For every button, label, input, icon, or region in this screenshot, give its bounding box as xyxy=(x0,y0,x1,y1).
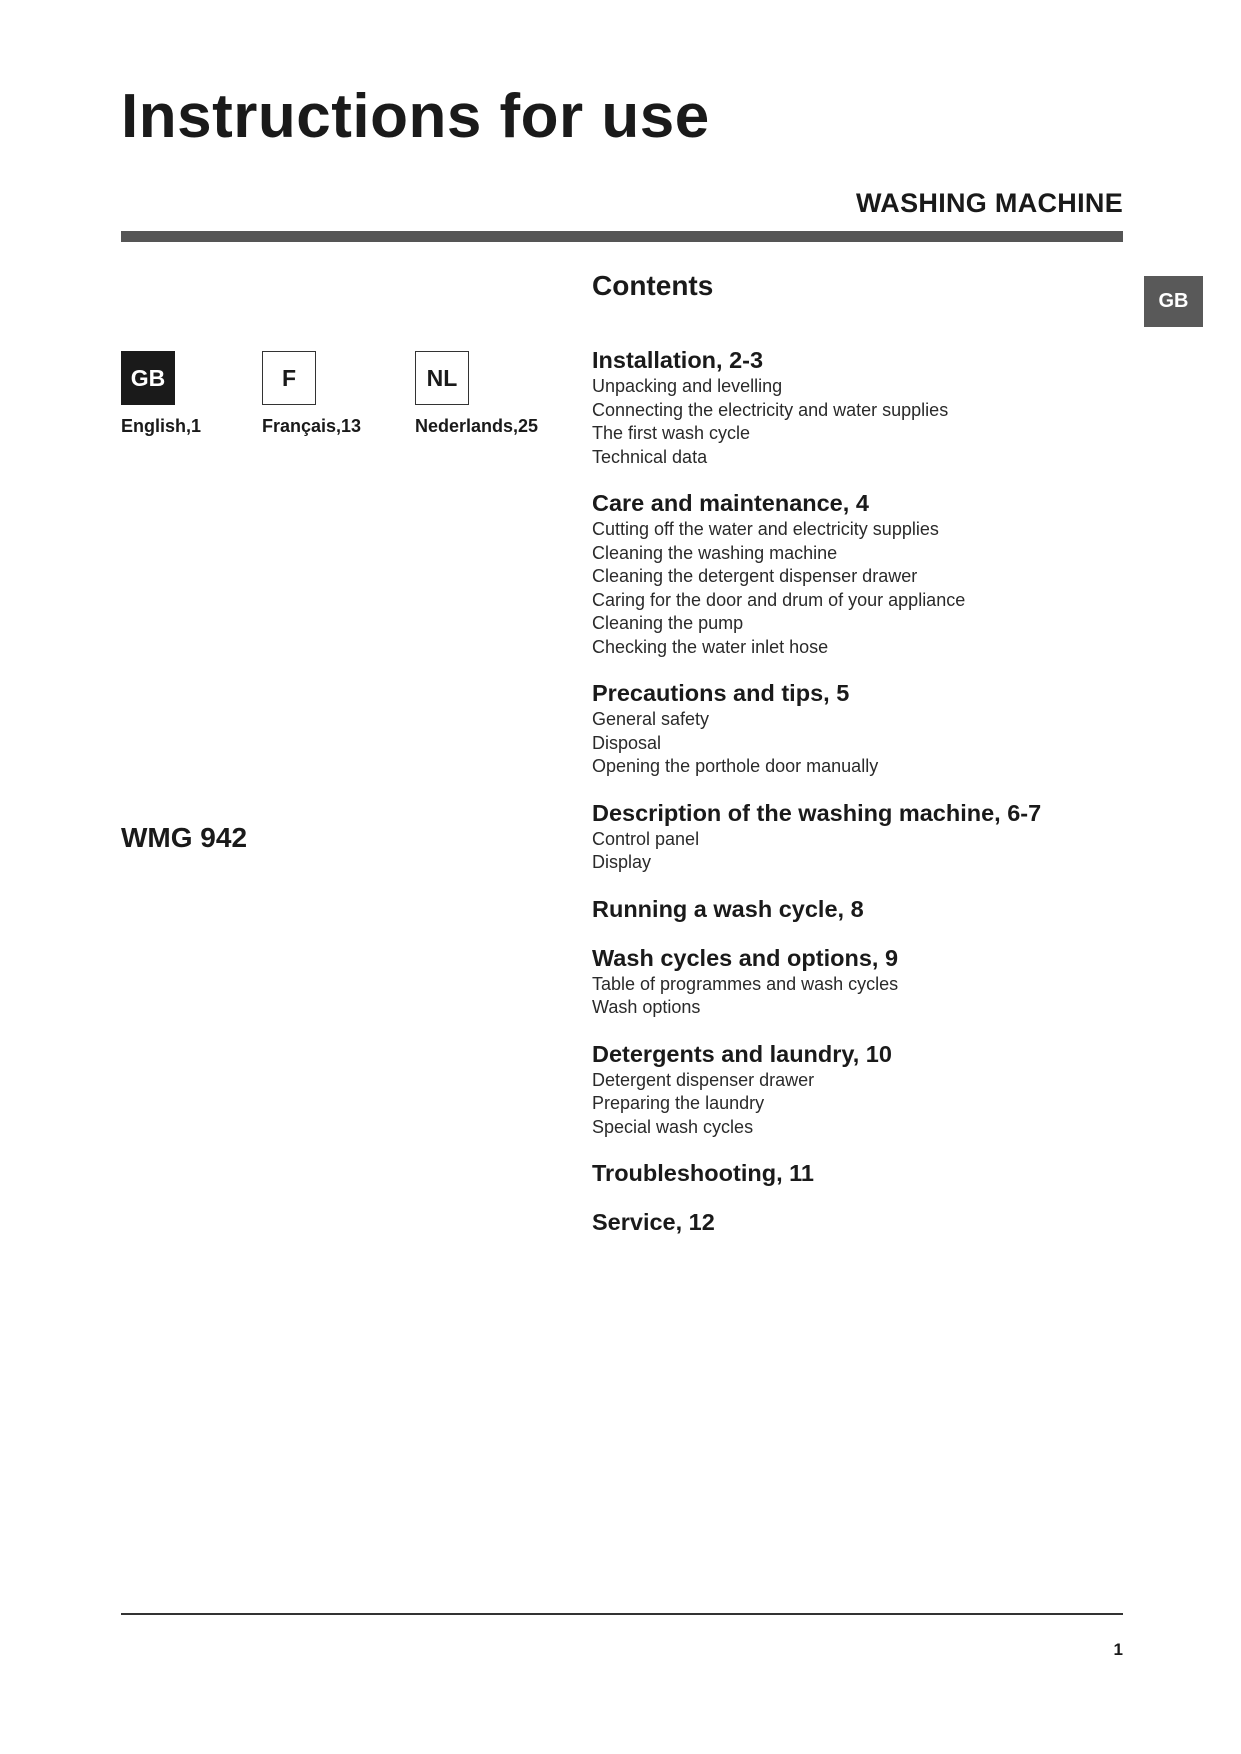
toc-section-troubleshooting xyxy=(592,1158,1152,1188)
toc-item[interactable]: Cleaning the pump xyxy=(592,613,744,633)
page-number: 1 xyxy=(1113,1640,1123,1659)
toc-section-title[interactable]: Description of the washing machine, 6-7 xyxy=(592,799,1042,826)
language-box-nl[interactable]: NL xyxy=(415,351,469,405)
toc-section-title[interactable]: Troubleshooting, 11 xyxy=(592,1160,814,1186)
toc-section-running xyxy=(592,894,1152,924)
toc-item[interactable]: The first wash cycle xyxy=(592,423,751,443)
language-label-f[interactable]: Français,13 xyxy=(262,416,362,436)
toc-section-title[interactable]: Wash cycles and options, 9 xyxy=(592,944,899,971)
toc-section-description xyxy=(592,798,1152,875)
toc-item[interactable]: Cleaning the washing machine xyxy=(592,542,838,563)
toc-item[interactable]: Unpacking and levelling xyxy=(592,376,783,396)
toc-section-title[interactable]: Detergents and laundry, 10 xyxy=(592,1040,892,1067)
language-side-tab: GB xyxy=(1144,276,1203,327)
language-box-gb[interactable]: GB xyxy=(121,351,175,405)
contents-heading: Contents xyxy=(592,270,714,301)
header-divider xyxy=(121,231,1123,242)
toc-section-title[interactable]: Precautions and tips, 5 xyxy=(592,680,850,706)
toc-item[interactable]: Checking the water inlet hose xyxy=(592,636,829,657)
toc-item[interactable]: Cutting off the water and electricity supplies xyxy=(592,519,939,539)
toc-section-detergents xyxy=(592,1039,1152,1140)
toc-item[interactable]: Wash options xyxy=(592,997,701,1017)
table-of-contents xyxy=(592,345,1152,1256)
toc-item[interactable]: Detergent dispenser drawer xyxy=(592,1069,815,1090)
language-label-nl[interactable]: Nederlands,25 xyxy=(415,416,539,436)
toc-item[interactable]: Preparing the laundry xyxy=(592,1093,765,1113)
toc-section-care xyxy=(592,488,1152,659)
toc-item[interactable]: Caring for the door and drum of your appliance xyxy=(592,589,966,610)
toc-item[interactable]: General safety xyxy=(592,709,710,729)
toc-section-title[interactable]: Service, 12 xyxy=(592,1209,715,1235)
toc-item[interactable]: Opening the porthole door manually xyxy=(592,756,879,776)
toc-section-wash-cycles xyxy=(592,943,1152,1020)
toc-item[interactable]: Connecting the electricity and water supplies xyxy=(592,399,949,420)
toc-item[interactable]: Special wash cycles xyxy=(592,1116,754,1137)
toc-section-installation xyxy=(592,345,1152,469)
toc-section-precautions xyxy=(592,678,1152,779)
footer-divider xyxy=(121,1613,1123,1615)
toc-section-title[interactable]: Running a wash cycle, 8 xyxy=(592,895,864,922)
model-number: WMG 942 xyxy=(121,822,248,853)
toc-item[interactable]: Technical data xyxy=(592,446,708,467)
language-label-gb[interactable]: English,1 xyxy=(121,416,202,436)
toc-section-title[interactable]: Installation, 2-3 xyxy=(592,347,764,373)
language-box-f[interactable]: F xyxy=(262,351,316,405)
toc-section-service xyxy=(592,1207,1152,1237)
toc-item[interactable]: Cleaning the detergent dispenser drawer xyxy=(592,566,918,586)
toc-item[interactable]: Display xyxy=(592,852,652,872)
product-type: WASHING MACHINE xyxy=(856,188,1123,218)
toc-section-title[interactable]: Care and maintenance, 4 xyxy=(592,490,869,516)
page-title: Instructions for use xyxy=(121,82,710,151)
toc-item[interactable]: Table of programmes and wash cycles xyxy=(592,973,899,994)
toc-item[interactable]: Control panel xyxy=(592,828,700,849)
toc-item[interactable]: Disposal xyxy=(592,732,662,753)
